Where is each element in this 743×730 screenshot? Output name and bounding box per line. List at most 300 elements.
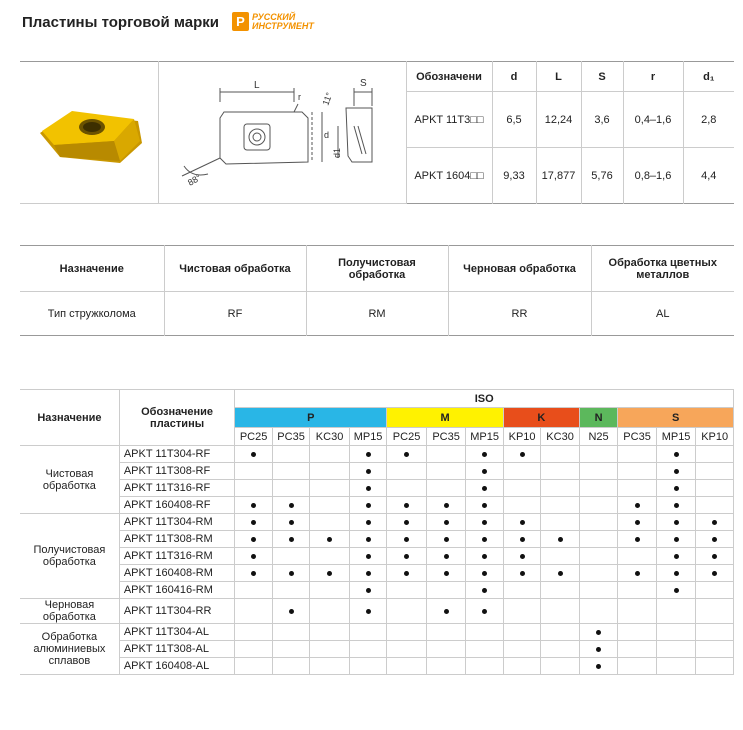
grade-name: MP15 bbox=[656, 428, 696, 446]
dim-cell: 0,4–1,6 bbox=[623, 92, 683, 148]
grade-cell bbox=[503, 624, 540, 641]
grade-cell bbox=[387, 497, 427, 514]
availability-dot-icon bbox=[712, 554, 717, 559]
grade-cell bbox=[310, 599, 350, 624]
availability-dot-icon bbox=[444, 571, 449, 576]
grade-cell bbox=[349, 514, 386, 531]
iso-group-k: K bbox=[503, 408, 579, 428]
table-row bbox=[20, 565, 734, 582]
grade-cell bbox=[656, 641, 696, 658]
dim-cell: 0,8–1,6 bbox=[623, 148, 683, 204]
label-d1: d1 bbox=[332, 147, 342, 158]
grade-cell bbox=[618, 531, 657, 548]
grade-cell bbox=[541, 531, 580, 548]
grade-cell bbox=[579, 514, 618, 531]
grade-cell bbox=[503, 531, 540, 548]
grade-cell bbox=[349, 463, 386, 480]
grade-cell bbox=[503, 599, 540, 624]
dim-cell: 3,6 bbox=[581, 92, 623, 148]
grade-cell bbox=[272, 624, 309, 641]
grade-name: KP10 bbox=[503, 428, 540, 446]
grade-cell bbox=[466, 599, 503, 624]
grade-cell bbox=[541, 641, 580, 658]
grade-cell bbox=[696, 497, 734, 514]
grade-cell bbox=[541, 548, 580, 565]
insert-code: APKT 11T304-AL bbox=[119, 624, 235, 641]
grade-cell bbox=[579, 565, 618, 582]
grade-cell bbox=[387, 446, 427, 463]
iso-group-s: S bbox=[618, 408, 734, 428]
insert-code: APKT 160408-RM bbox=[119, 565, 235, 582]
grade-cell bbox=[426, 480, 466, 497]
chipbreaker-cell: AL bbox=[591, 292, 734, 336]
grade-cell bbox=[579, 531, 618, 548]
grade-cell bbox=[310, 565, 350, 582]
grade-cell bbox=[349, 641, 386, 658]
grade-cell bbox=[310, 497, 350, 514]
availability-dot-icon bbox=[482, 588, 487, 593]
availability-dot-icon bbox=[558, 537, 563, 542]
table-row bbox=[20, 624, 734, 641]
dim-cell: 2,8 bbox=[683, 92, 734, 148]
availability-dot-icon bbox=[289, 609, 294, 614]
availability-dot-icon bbox=[327, 571, 332, 576]
availability-dot-icon bbox=[674, 571, 679, 576]
grade-cell bbox=[387, 641, 427, 658]
chipbreaker-header: Получистовая обработка bbox=[306, 246, 448, 292]
dim-header: L bbox=[536, 62, 581, 92]
iso-header: ISO bbox=[235, 390, 734, 408]
grade-cell bbox=[466, 497, 503, 514]
grade-cell bbox=[426, 565, 466, 582]
grade-name: PC25 bbox=[235, 428, 272, 446]
availability-dot-icon bbox=[520, 537, 525, 542]
availability-dot-icon bbox=[674, 452, 679, 457]
label-d: d bbox=[324, 130, 330, 140]
grade-cell bbox=[235, 641, 272, 658]
grade-cell bbox=[466, 658, 503, 675]
availability-dot-icon bbox=[712, 520, 717, 525]
table-row bbox=[20, 497, 734, 514]
grade-cell bbox=[235, 514, 272, 531]
grade-cell bbox=[310, 531, 350, 548]
grade-cell bbox=[696, 548, 734, 565]
table-row bbox=[20, 641, 734, 658]
grade-cell bbox=[503, 497, 540, 514]
grade-cell bbox=[579, 641, 618, 658]
grade-cell bbox=[272, 599, 309, 624]
chipbreaker-header: Обработка цветных металлов bbox=[591, 246, 734, 292]
grade-cell bbox=[618, 641, 657, 658]
insert-code: APKT 11T316-RM bbox=[119, 548, 235, 565]
grade-cell bbox=[618, 548, 657, 565]
insert-code: APKT 11T308-RF bbox=[119, 463, 235, 480]
grade-cell bbox=[503, 480, 540, 497]
grade-cell bbox=[426, 514, 466, 531]
availability-dot-icon bbox=[444, 609, 449, 614]
grade-cell bbox=[656, 463, 696, 480]
grade-cell bbox=[272, 497, 309, 514]
page-title: Пластины торговой марки bbox=[22, 14, 219, 31]
table-row bbox=[20, 514, 734, 531]
col-code-header: Обозначение пластины bbox=[119, 390, 235, 446]
grade-cell bbox=[541, 514, 580, 531]
grade-cell bbox=[235, 497, 272, 514]
grade-cell bbox=[235, 565, 272, 582]
grade-cell bbox=[541, 565, 580, 582]
grade-cell bbox=[618, 463, 657, 480]
grade-cell bbox=[235, 548, 272, 565]
availability-dot-icon bbox=[674, 588, 679, 593]
grade-cell bbox=[503, 548, 540, 565]
insert-image bbox=[20, 62, 158, 204]
grade-cell bbox=[618, 514, 657, 531]
grade-cell bbox=[503, 582, 540, 599]
availability-dot-icon bbox=[558, 571, 563, 576]
col-purpose-header: Назначение bbox=[20, 390, 119, 446]
grade-cell bbox=[349, 531, 386, 548]
availability-dot-icon bbox=[674, 554, 679, 559]
grade-cell bbox=[656, 446, 696, 463]
grade-cell bbox=[272, 582, 309, 599]
grade-cell bbox=[310, 548, 350, 565]
grade-cell bbox=[349, 565, 386, 582]
availability-dot-icon bbox=[404, 537, 409, 542]
grade-cell bbox=[696, 624, 734, 641]
grade-cell bbox=[349, 599, 386, 624]
grade-cell bbox=[696, 463, 734, 480]
grade-cell bbox=[618, 497, 657, 514]
grade-cell bbox=[618, 582, 657, 599]
logo-line-2: ИНСТРУМЕНТ bbox=[252, 20, 314, 31]
grade-cell bbox=[466, 548, 503, 565]
grade-cell bbox=[579, 548, 618, 565]
dim-cell: 17,877 bbox=[536, 148, 581, 204]
grade-name: PC35 bbox=[618, 428, 657, 446]
grade-cell bbox=[387, 658, 427, 675]
grade-cell bbox=[426, 658, 466, 675]
grade-cell bbox=[426, 599, 466, 624]
insert-code: APKT 11T304-RF bbox=[119, 446, 235, 463]
table-row bbox=[20, 463, 734, 480]
table-row bbox=[20, 480, 734, 497]
section-label: Черновая обработка bbox=[20, 599, 119, 624]
grade-cell bbox=[503, 463, 540, 480]
grade-cell bbox=[349, 446, 386, 463]
insert-code: APKT 11T316-RF bbox=[119, 480, 235, 497]
grade-cell bbox=[656, 497, 696, 514]
insert-code: APKT 11T304-RR bbox=[119, 599, 235, 624]
chipbreaker-cell: RR bbox=[448, 292, 591, 336]
grade-cell bbox=[387, 624, 427, 641]
grade-cell bbox=[466, 565, 503, 582]
grade-cell bbox=[503, 641, 540, 658]
grade-name: PC35 bbox=[272, 428, 309, 446]
grade-cell bbox=[426, 446, 466, 463]
grade-cell bbox=[696, 599, 734, 624]
availability-dot-icon bbox=[366, 486, 371, 491]
availability-dot-icon bbox=[635, 503, 640, 508]
chipbreaker-header: Назначение bbox=[20, 246, 164, 292]
availability-dot-icon bbox=[251, 554, 256, 559]
availability-dot-icon bbox=[520, 554, 525, 559]
grade-cell bbox=[426, 548, 466, 565]
availability-dot-icon bbox=[482, 520, 487, 525]
grade-cell bbox=[618, 480, 657, 497]
availability-dot-icon bbox=[289, 537, 294, 542]
dim-cell: APKT 11T3□□ bbox=[406, 92, 492, 148]
availability-dot-icon bbox=[404, 571, 409, 576]
insert-code: APKT 11T308-RM bbox=[119, 531, 235, 548]
grade-cell bbox=[272, 565, 309, 582]
grade-cell bbox=[579, 480, 618, 497]
grade-cell bbox=[618, 624, 657, 641]
grade-cell bbox=[579, 658, 618, 675]
grade-cell bbox=[541, 497, 580, 514]
grade-cell bbox=[466, 624, 503, 641]
grades-table bbox=[20, 389, 734, 675]
grade-cell bbox=[541, 624, 580, 641]
grade-cell bbox=[310, 514, 350, 531]
availability-dot-icon bbox=[482, 503, 487, 508]
availability-dot-icon bbox=[674, 486, 679, 491]
grade-cell bbox=[235, 463, 272, 480]
availability-dot-icon bbox=[404, 520, 409, 525]
grade-cell bbox=[466, 446, 503, 463]
grade-cell bbox=[426, 641, 466, 658]
table-row bbox=[20, 599, 734, 624]
availability-dot-icon bbox=[404, 452, 409, 457]
grade-cell bbox=[272, 548, 309, 565]
availability-dot-icon bbox=[596, 647, 601, 652]
grade-cell bbox=[310, 463, 350, 480]
grade-cell bbox=[656, 531, 696, 548]
grade-cell bbox=[579, 582, 618, 599]
availability-dot-icon bbox=[444, 554, 449, 559]
grade-cell bbox=[656, 599, 696, 624]
availability-dot-icon bbox=[520, 520, 525, 525]
availability-dot-icon bbox=[635, 520, 640, 525]
grade-cell bbox=[349, 480, 386, 497]
availability-dot-icon bbox=[482, 469, 487, 474]
insert-code: APKT 160408-AL bbox=[119, 658, 235, 675]
chipbreaker-header: Черновая обработка bbox=[448, 246, 591, 292]
grade-cell bbox=[618, 446, 657, 463]
grade-cell bbox=[426, 497, 466, 514]
grade-cell bbox=[579, 497, 618, 514]
grade-cell bbox=[618, 658, 657, 675]
insert-photo-icon bbox=[30, 91, 148, 171]
grade-cell bbox=[349, 582, 386, 599]
availability-dot-icon bbox=[404, 554, 409, 559]
dim-cell: 5,76 bbox=[581, 148, 623, 204]
availability-dot-icon bbox=[520, 452, 525, 457]
availability-dot-icon bbox=[366, 588, 371, 593]
grade-cell bbox=[272, 463, 309, 480]
availability-dot-icon bbox=[596, 664, 601, 669]
grade-cell bbox=[235, 531, 272, 548]
grade-cell bbox=[310, 480, 350, 497]
grade-cell bbox=[618, 599, 657, 624]
grade-cell bbox=[541, 599, 580, 624]
dim-cell: 12,24 bbox=[536, 92, 581, 148]
availability-dot-icon bbox=[366, 571, 371, 576]
grade-cell bbox=[696, 582, 734, 599]
availability-dot-icon bbox=[444, 537, 449, 542]
grade-cell bbox=[656, 480, 696, 497]
availability-dot-icon bbox=[482, 486, 487, 491]
table-row bbox=[20, 548, 734, 565]
insert-code: APKT 11T308-AL bbox=[119, 641, 235, 658]
availability-dot-icon bbox=[482, 452, 487, 457]
grade-cell bbox=[387, 531, 427, 548]
grade-cell bbox=[466, 641, 503, 658]
iso-group-m: M bbox=[387, 408, 504, 428]
grade-cell bbox=[466, 531, 503, 548]
section-label: Получистовая обработка bbox=[20, 514, 119, 599]
table-row bbox=[20, 658, 734, 675]
grade-cell bbox=[235, 624, 272, 641]
availability-dot-icon bbox=[251, 537, 256, 542]
grade-cell bbox=[579, 446, 618, 463]
grade-cell bbox=[579, 624, 618, 641]
availability-dot-icon bbox=[712, 571, 717, 576]
availability-dot-icon bbox=[289, 520, 294, 525]
grade-name: N25 bbox=[579, 428, 618, 446]
availability-dot-icon bbox=[251, 503, 256, 508]
grade-cell bbox=[387, 599, 427, 624]
grade-cell bbox=[387, 548, 427, 565]
grade-cell bbox=[310, 658, 350, 675]
availability-dot-icon bbox=[674, 520, 679, 525]
availability-dot-icon bbox=[674, 537, 679, 542]
grade-cell bbox=[466, 463, 503, 480]
grade-cell bbox=[387, 480, 427, 497]
label-r: r bbox=[298, 92, 301, 102]
availability-dot-icon bbox=[444, 503, 449, 508]
grade-cell bbox=[503, 565, 540, 582]
insert-code: APKT 160408-RF bbox=[119, 497, 235, 514]
dim-cell: 6,5 bbox=[492, 92, 536, 148]
grade-cell bbox=[310, 582, 350, 599]
availability-dot-icon bbox=[404, 503, 409, 508]
grade-cell bbox=[349, 624, 386, 641]
label-S: S bbox=[360, 78, 367, 89]
availability-dot-icon bbox=[366, 503, 371, 508]
grade-cell bbox=[656, 565, 696, 582]
grade-cell bbox=[696, 446, 734, 463]
dim-header: Обозначени bbox=[406, 62, 492, 92]
grade-cell bbox=[272, 480, 309, 497]
section-label: Обработка алюминиевых сплавов bbox=[20, 624, 119, 675]
availability-dot-icon bbox=[444, 520, 449, 525]
availability-dot-icon bbox=[366, 520, 371, 525]
availability-dot-icon bbox=[712, 537, 717, 542]
dim-header: r bbox=[623, 62, 683, 92]
grade-cell bbox=[656, 582, 696, 599]
grade-cell bbox=[579, 463, 618, 480]
chipbreaker-header: Чистовая обработка bbox=[164, 246, 306, 292]
grade-cell bbox=[349, 497, 386, 514]
grade-cell bbox=[541, 582, 580, 599]
dim-cell: 4,4 bbox=[683, 148, 734, 204]
chipbreaker-row-label: Тип стружколома bbox=[47, 307, 136, 320]
grade-name: PC35 bbox=[426, 428, 466, 446]
table-row bbox=[20, 531, 734, 548]
grade-name: MP15 bbox=[349, 428, 386, 446]
insert-drawing bbox=[158, 62, 406, 204]
grade-cell bbox=[310, 641, 350, 658]
grade-cell bbox=[618, 565, 657, 582]
grade-cell bbox=[466, 582, 503, 599]
availability-dot-icon bbox=[289, 571, 294, 576]
grade-cell bbox=[310, 624, 350, 641]
grade-cell bbox=[696, 565, 734, 582]
grade-cell bbox=[696, 531, 734, 548]
grade-cell bbox=[541, 480, 580, 497]
grade-cell bbox=[696, 480, 734, 497]
grade-cell bbox=[387, 514, 427, 531]
grade-cell bbox=[235, 582, 272, 599]
insert-code: APKT 11T304-RM bbox=[119, 514, 235, 531]
logo-text bbox=[252, 13, 314, 31]
chipbreaker-cell: RM bbox=[306, 292, 448, 336]
grade-cell bbox=[503, 446, 540, 463]
grade-cell bbox=[387, 582, 427, 599]
grade-name: KC30 bbox=[541, 428, 580, 446]
grade-cell bbox=[656, 514, 696, 531]
grade-cell bbox=[696, 641, 734, 658]
dim-cell: APKT 1604□□ bbox=[406, 148, 492, 204]
dim-header: d bbox=[492, 62, 536, 92]
grade-name: MP15 bbox=[466, 428, 503, 446]
brand-logo bbox=[232, 12, 314, 31]
grade-cell bbox=[541, 658, 580, 675]
table-row bbox=[20, 582, 734, 599]
grade-cell bbox=[503, 658, 540, 675]
table-row bbox=[20, 446, 734, 463]
iso-group-p: P bbox=[235, 408, 387, 428]
dim-cell: 9,33 bbox=[492, 148, 536, 204]
availability-dot-icon bbox=[366, 469, 371, 474]
grade-cell bbox=[541, 446, 580, 463]
dim-header: S bbox=[581, 62, 623, 92]
grade-cell bbox=[696, 514, 734, 531]
grade-cell bbox=[387, 565, 427, 582]
availability-dot-icon bbox=[366, 609, 371, 614]
dimensions-table bbox=[20, 61, 734, 204]
availability-dot-icon bbox=[366, 452, 371, 457]
dim-header: d₁ bbox=[683, 62, 734, 92]
grade-cell bbox=[272, 658, 309, 675]
grade-cell bbox=[541, 463, 580, 480]
grade-cell bbox=[466, 480, 503, 497]
availability-dot-icon bbox=[251, 452, 256, 457]
label-angle-88: 88° bbox=[186, 172, 203, 188]
availability-dot-icon bbox=[327, 537, 332, 542]
grade-cell bbox=[235, 599, 272, 624]
grade-cell bbox=[349, 548, 386, 565]
availability-dot-icon bbox=[520, 571, 525, 576]
grade-name: KC30 bbox=[310, 428, 350, 446]
grade-cell bbox=[656, 548, 696, 565]
chipbreaker-table bbox=[20, 245, 734, 336]
label-angle-11: 11° bbox=[320, 91, 335, 107]
availability-dot-icon bbox=[251, 520, 256, 525]
dimension-drawing-icon bbox=[162, 66, 402, 196]
grade-cell bbox=[235, 480, 272, 497]
grade-cell bbox=[579, 599, 618, 624]
